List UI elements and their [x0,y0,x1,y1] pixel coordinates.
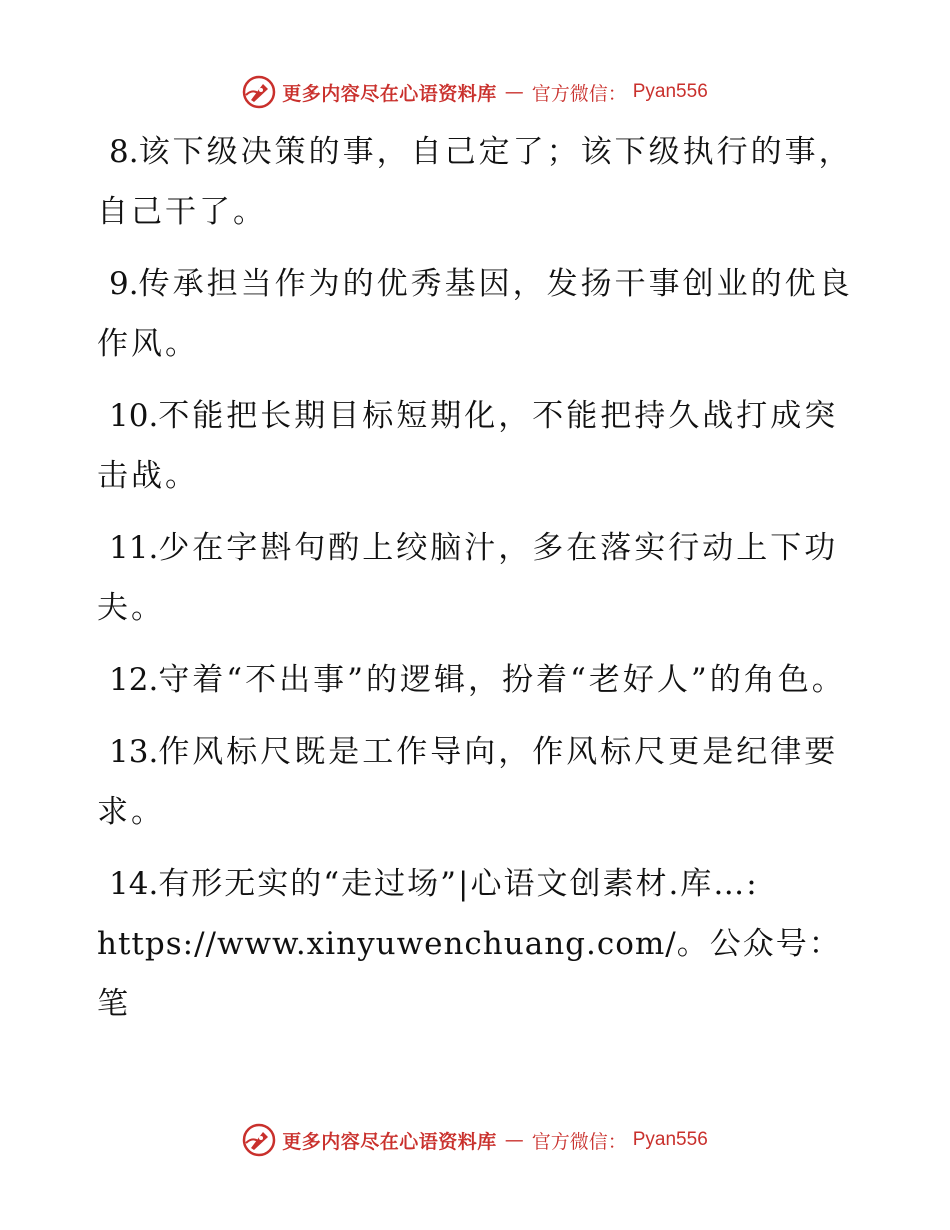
item-number: 10. [109,398,159,434]
item-number: 12. [109,662,159,698]
list-item [97,518,857,638]
footer-wechat-label: 官方微信： [531,1130,627,1153]
item-number: 11. [109,530,159,566]
list-item [97,722,857,842]
website-link[interactable]: https://www.xinyuwenchuang.com/ [97,926,677,962]
footer-wechat-id: Pyan556 [632,1129,708,1150]
pen-nib-logo-icon [242,75,276,109]
item-text: 守着“不出事”的逻辑，扮着“老好人”的角色。 [158,662,846,698]
list-item [97,254,857,374]
header-banner-dash: — [504,81,524,103]
list-item [97,854,857,1034]
footer-banner-text: 更多内容尽在心语资料库 [282,1130,497,1153]
header-wechat-id: Pyan556 [632,81,708,102]
list-item [97,386,857,506]
item-number: 13. [109,734,159,770]
header-banner [0,72,950,112]
document-body [97,122,857,1046]
item-number: 9. [109,266,139,302]
item-text: 不能把长期目标短期化，不能把持久战打成突击战。 [97,398,839,494]
item-text: 少在字斟句酌上绞脑汁，多在落实行动上下功夫。 [97,530,839,626]
footer-banner-dash: — [504,1129,524,1151]
item-text: 传承担当作为的优秀基因，发扬干事创业的优良作风。 [97,266,853,362]
header-wechat-label: 官方微信： [531,82,627,105]
item-number: 14. [109,866,159,902]
pen-nib-logo-icon [242,1123,276,1157]
item-number: 8. [109,134,139,170]
item-tail-text: 。公众号：笔 [97,926,842,1022]
item-text: 有形无实的“走过场”|心语文创素材.库…: [158,866,759,902]
item-text: 作风标尺既是工作导向，作风标尺更是纪律要求。 [97,734,839,830]
list-item [97,650,857,710]
footer-banner [0,1120,950,1160]
list-item [97,122,857,242]
item-text: 该下级决策的事，自己定了；该下级执行的事，自己干了。 [97,134,853,230]
header-banner-text: 更多内容尽在心语资料库 [282,82,497,105]
